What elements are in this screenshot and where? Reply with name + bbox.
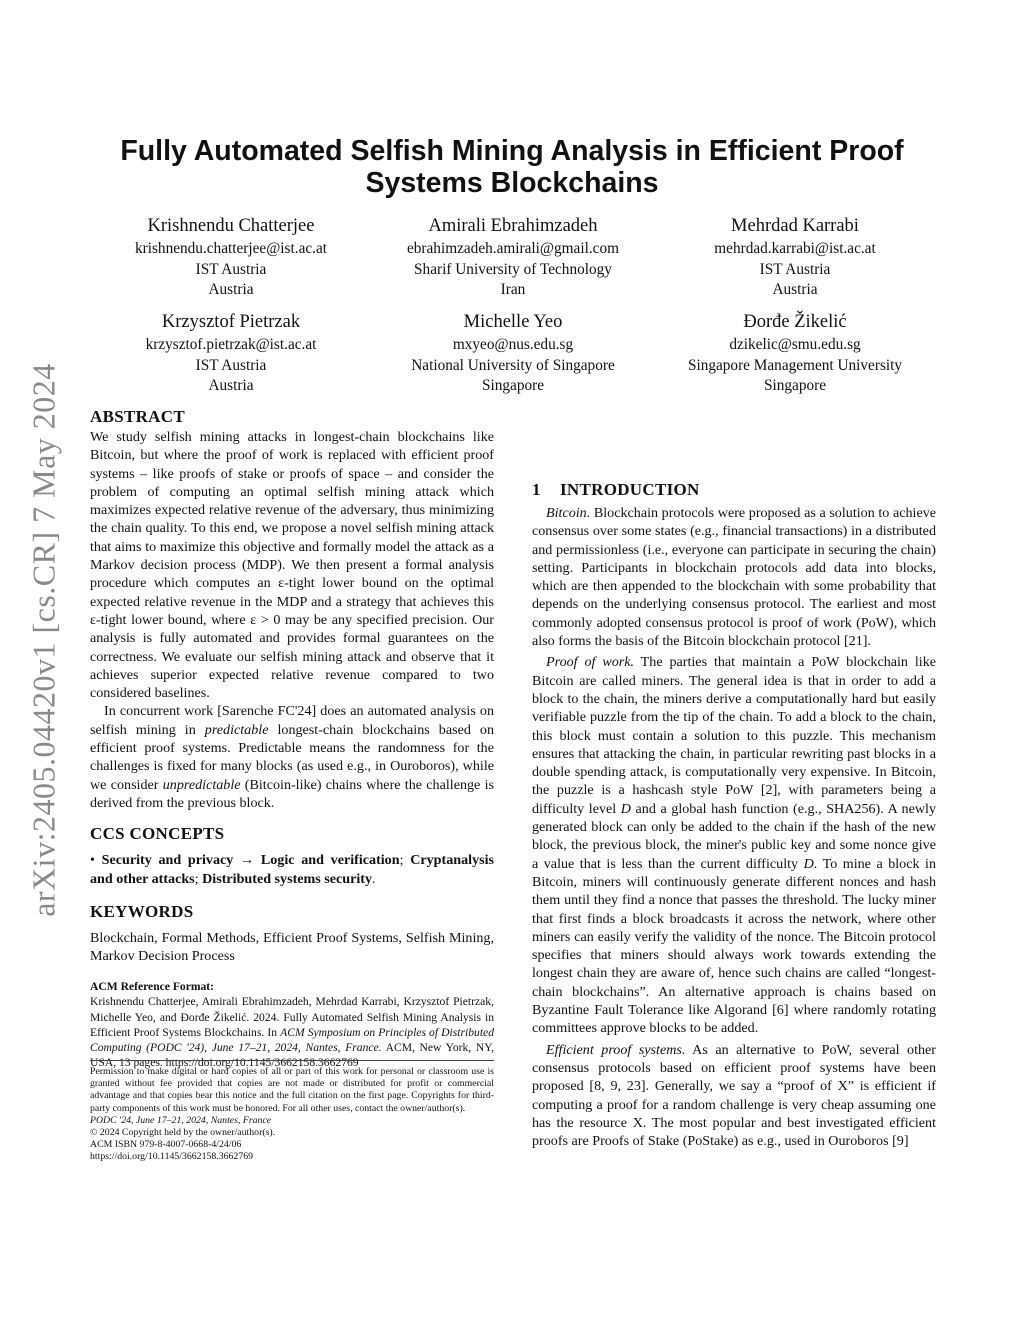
footnote-rule — [90, 1060, 494, 1061]
paragraph-label: Bitcoin. — [546, 505, 591, 521]
isbn-line: ACM ISBN 979-8-4007-0668-4/24/06 — [90, 1139, 242, 1151]
abstract-paragraph-2 — [90, 702, 494, 812]
abstract-p2-emphasis: unpredictable — [162, 776, 241, 793]
left-column — [90, 406, 494, 1070]
acm-reference-heading: ACM Reference Format: — [90, 980, 215, 994]
author-name: Amirali Ebrahimzadeh — [428, 216, 598, 236]
ccs-arrow: → — [233, 852, 261, 869]
author-country: Austria — [772, 281, 818, 298]
permission-block — [90, 1060, 494, 1164]
introduction-heading — [532, 479, 936, 501]
paragraph-body: Blockchain protocols were proposed as a solution to achieve consensus over some states (e.g., financial transactions) in a distributed and permissionless (i.e., everyone can participate in securing the chain) setting. Participants in blockchain protocols add data into blocks, which are then appended to the blockchain with some probability that depends on the underlying consensus protocol. The earliest and most commonly adopted consensus protocol is proof of work (PoW), which also forms the basis of the Bitcoin blockchain protocol [21]. — [532, 505, 936, 650]
ccs-end: . — [372, 870, 376, 887]
author-affiliation: National University of Singapore — [411, 356, 615, 374]
author-affiliation: IST Austria — [195, 356, 267, 374]
author-block — [654, 214, 936, 301]
author-row-2 — [90, 310, 936, 397]
author-name: Mehrdad Karrabi — [731, 216, 859, 236]
conference-line: PODC '24, June 17–21, 2024, Nantes, France — [90, 1114, 272, 1126]
ccs-concepts — [90, 851, 494, 888]
ccs-term: Logic and verification — [260, 852, 400, 869]
ccs-heading: CCS CONCEPTS — [90, 824, 225, 844]
permission-text: Permission to make digital or hard copies of all or part of this work for personal or classroom use is granted without fee provided that copies are not made or distributed for profit or commercial advantage and that copies bear this notice and the full citation on the first page. Copyrights for third-party components of this work must be honored. For all other uses, contact the owner/author(s). — [90, 1066, 494, 1114]
author-email: ebrahimzadeh.amirali@gmail.com — [406, 240, 619, 257]
abstract-p2-text: In concurrent work [Sarenche FC'24] does an automated analysis on selfish mining in — [90, 703, 494, 738]
abstract-p2-text: longest-chain blockchains based on efficient proof systems. Predictable means the randomness for the challenges is fixed for many blocks (as used e.g., in Ouroboros), while we consider — [90, 721, 494, 793]
author-block — [372, 214, 654, 301]
author-name: Krzysztof Pietrzak — [161, 312, 301, 332]
math-variable: D — [620, 800, 631, 817]
intro-paragraph-pow — [532, 653, 936, 1037]
abstract-paragraph-1: We study selfish mining attacks in longest-chain blockchains like Bitcoin, but where the proof of work is replaced with efficient proof systems – like proofs of stake or proofs of space – and consider the problem of computing an optimal selfish mining attack which maximizes expected relative revenue of the adversary, thus minimizing the chain quality. To this end, we propose a novel selfish mining attack that aims to maximize this objective and formally model the attack as a Markov decision process (MDP). We then present a formal analysis procedure which computes an ε-tight lower bound on the optimal expected relative revenue in the MDP and a strategy that achieves this ε-tight lower bound, where ε > 0 may be any specified precision. Our analysis is fully automated and provides formal guarantees on the correctness. We evaluate our selfish mining attack and observe that it achieves superior expected relative revenue compared to two considered baselines. — [90, 429, 494, 702]
author-country: Austria — [208, 281, 254, 298]
author-name: Michelle Yeo — [463, 312, 563, 332]
acm-reference-body: Krishnendu Chatterjee, Amirali Ebrahimzadeh, Mehrdad Karrabi, Krzysztof Pietrzak, Michelle Yeo, and Đorđe Žikelić. 2024. Fully Automated Selfish Mining Analysis in Efficient Proof Systems Blockchains. In — [90, 995, 494, 1039]
abstract-heading: ABSTRACT — [90, 407, 185, 426]
abstract-p2-emphasis: predictable — [204, 721, 269, 738]
ccs-term: Cryptanalysis and other attacks — [90, 852, 494, 887]
abstract-p2-text: (Bitcoin-like) chains where the challenge is derived from the previous block. — [90, 776, 494, 811]
author-email: mehrdad.karrabi@ist.ac.at — [714, 240, 876, 257]
author-country: Singapore — [763, 377, 827, 394]
author-block — [90, 214, 372, 301]
math-variable: D — [803, 855, 814, 872]
arxiv-sidebar-stamp: arXiv:2405.04420v1 [cs.CR] 7 May 2024 — [25, 363, 62, 917]
author-country: Singapore — [481, 377, 545, 394]
author-affiliation: IST Austria — [759, 260, 831, 278]
acm-reference-tail: ACM, New York, NY, USA, 13 pages. https://doi.org/10.1145/3662158.3662769 — [90, 1041, 494, 1070]
ccs-term: Security and privacy — [101, 852, 234, 869]
section-number: 1 — [532, 480, 541, 499]
author-email: mxyeo@nus.edu.sg — [452, 336, 574, 353]
author-email: krzysztof.pietrzak@ist.ac.at — [145, 336, 317, 353]
paragraph-label: Efficient proof systems. — [546, 1041, 686, 1058]
author-email: krishnendu.chatterjee@ist.ac.at — [134, 240, 328, 257]
paper-title: Fully Automated Selfish Mining Analysis in Efficient Proof Systems Blockchains — [120, 135, 904, 199]
acm-reference-venue: ACM Symposium on Principles of Distributed Computing (PODC '24), June 17–21, 2024, Nantes, France. — [90, 1025, 494, 1055]
ccs-separator: ; — [194, 870, 203, 887]
author-block — [654, 310, 936, 397]
paragraph-body: . To mine a block in Bitcoin, miners will continuously generate different nonces and hash them until they find a nonce that passes the threshold. The lucky miner that first finds a block broadcasts it across the network, where other miners can easily verify the validity of the nonce. The Bitcoin protocol specifies that miners should always work towards extending the longest chain they are aware of, hence such chains are called “longest-chain blockchains”. An alternative approach is chains based on Byzantine Fault Tolerance like Algorand [6] where randomly rotating committees approve blocks to be added. — [532, 855, 936, 1037]
author-country: Austria — [208, 377, 254, 394]
intro-paragraph-bitcoin — [532, 504, 936, 650]
ccs-term: Distributed systems security — [202, 870, 373, 887]
paragraph-body: The parties that maintain a PoW blockchain like Bitcoin are called miners. The general idea is that in order to add a block to the chain, the miners derive a computationally hard but easily verifiable puzzle from the tip of the chain. To add a block to the chain, this block must contain a solution to this puzzle. This mechanism ensures that attacking the chain, in particular rewriting past blocks in a double spending attack, is computationally very expensive. In Bitcoin, the puzzle is a hashcash style PoW [2], with parameters being a difficulty level — [532, 654, 936, 817]
paragraph-body: As an alternative to PoW, several other consensus protocols based on efficient proof systems have been proposed [8, 9, 23]. Generally, we say a “proof of X” is efficient if computing a proof for a random challenge is very cheap assuming one has the resource X. The most popular and best investigated efficient proofs are Proofs of Stake (PoStake) as e.g., used in Ouroboros [9] — [532, 1041, 936, 1150]
author-name: Đorđe Žikelić — [743, 312, 847, 332]
intro-paragraph-efficient-proofs — [532, 1041, 936, 1151]
section-title: INTRODUCTION — [560, 480, 700, 499]
ccs-separator: ; — [399, 852, 411, 869]
author-row-1 — [90, 214, 936, 301]
author-affiliation: Singapore Management University — [687, 356, 903, 374]
author-block — [372, 310, 654, 397]
doi-line: https://doi.org/10.1145/3662158.3662769 — [90, 1151, 254, 1163]
author-block — [90, 310, 372, 397]
keywords-heading: KEYWORDS — [90, 901, 194, 921]
keywords-text: Blockchain, Formal Methods, Efficient Proof Systems, Selfish Mining, Markov Decision Process — [90, 929, 494, 965]
author-email: dzikelic@smu.edu.sg — [729, 336, 861, 353]
ccs-bullet: • — [90, 852, 102, 869]
copyright-line: © 2024 Copyright held by the owner/author(s). — [90, 1127, 276, 1139]
permission-notice — [90, 1066, 494, 1164]
author-affiliation: IST Austria — [195, 260, 267, 278]
right-column — [532, 406, 936, 1150]
author-country: Iran — [500, 281, 526, 298]
author-affiliation: Sharif University of Technology — [414, 260, 612, 278]
author-name: Krishnendu Chatterjee — [147, 216, 315, 236]
paragraph-label: Proof of work. — [546, 654, 635, 671]
paragraph-body: and a global hash function (e.g., SHA256). A newly generated block can only be added to the chain if the hash of the new block, the previous block, the miner's public key and some nonce give a value that is less than the current difficulty — [532, 800, 936, 872]
